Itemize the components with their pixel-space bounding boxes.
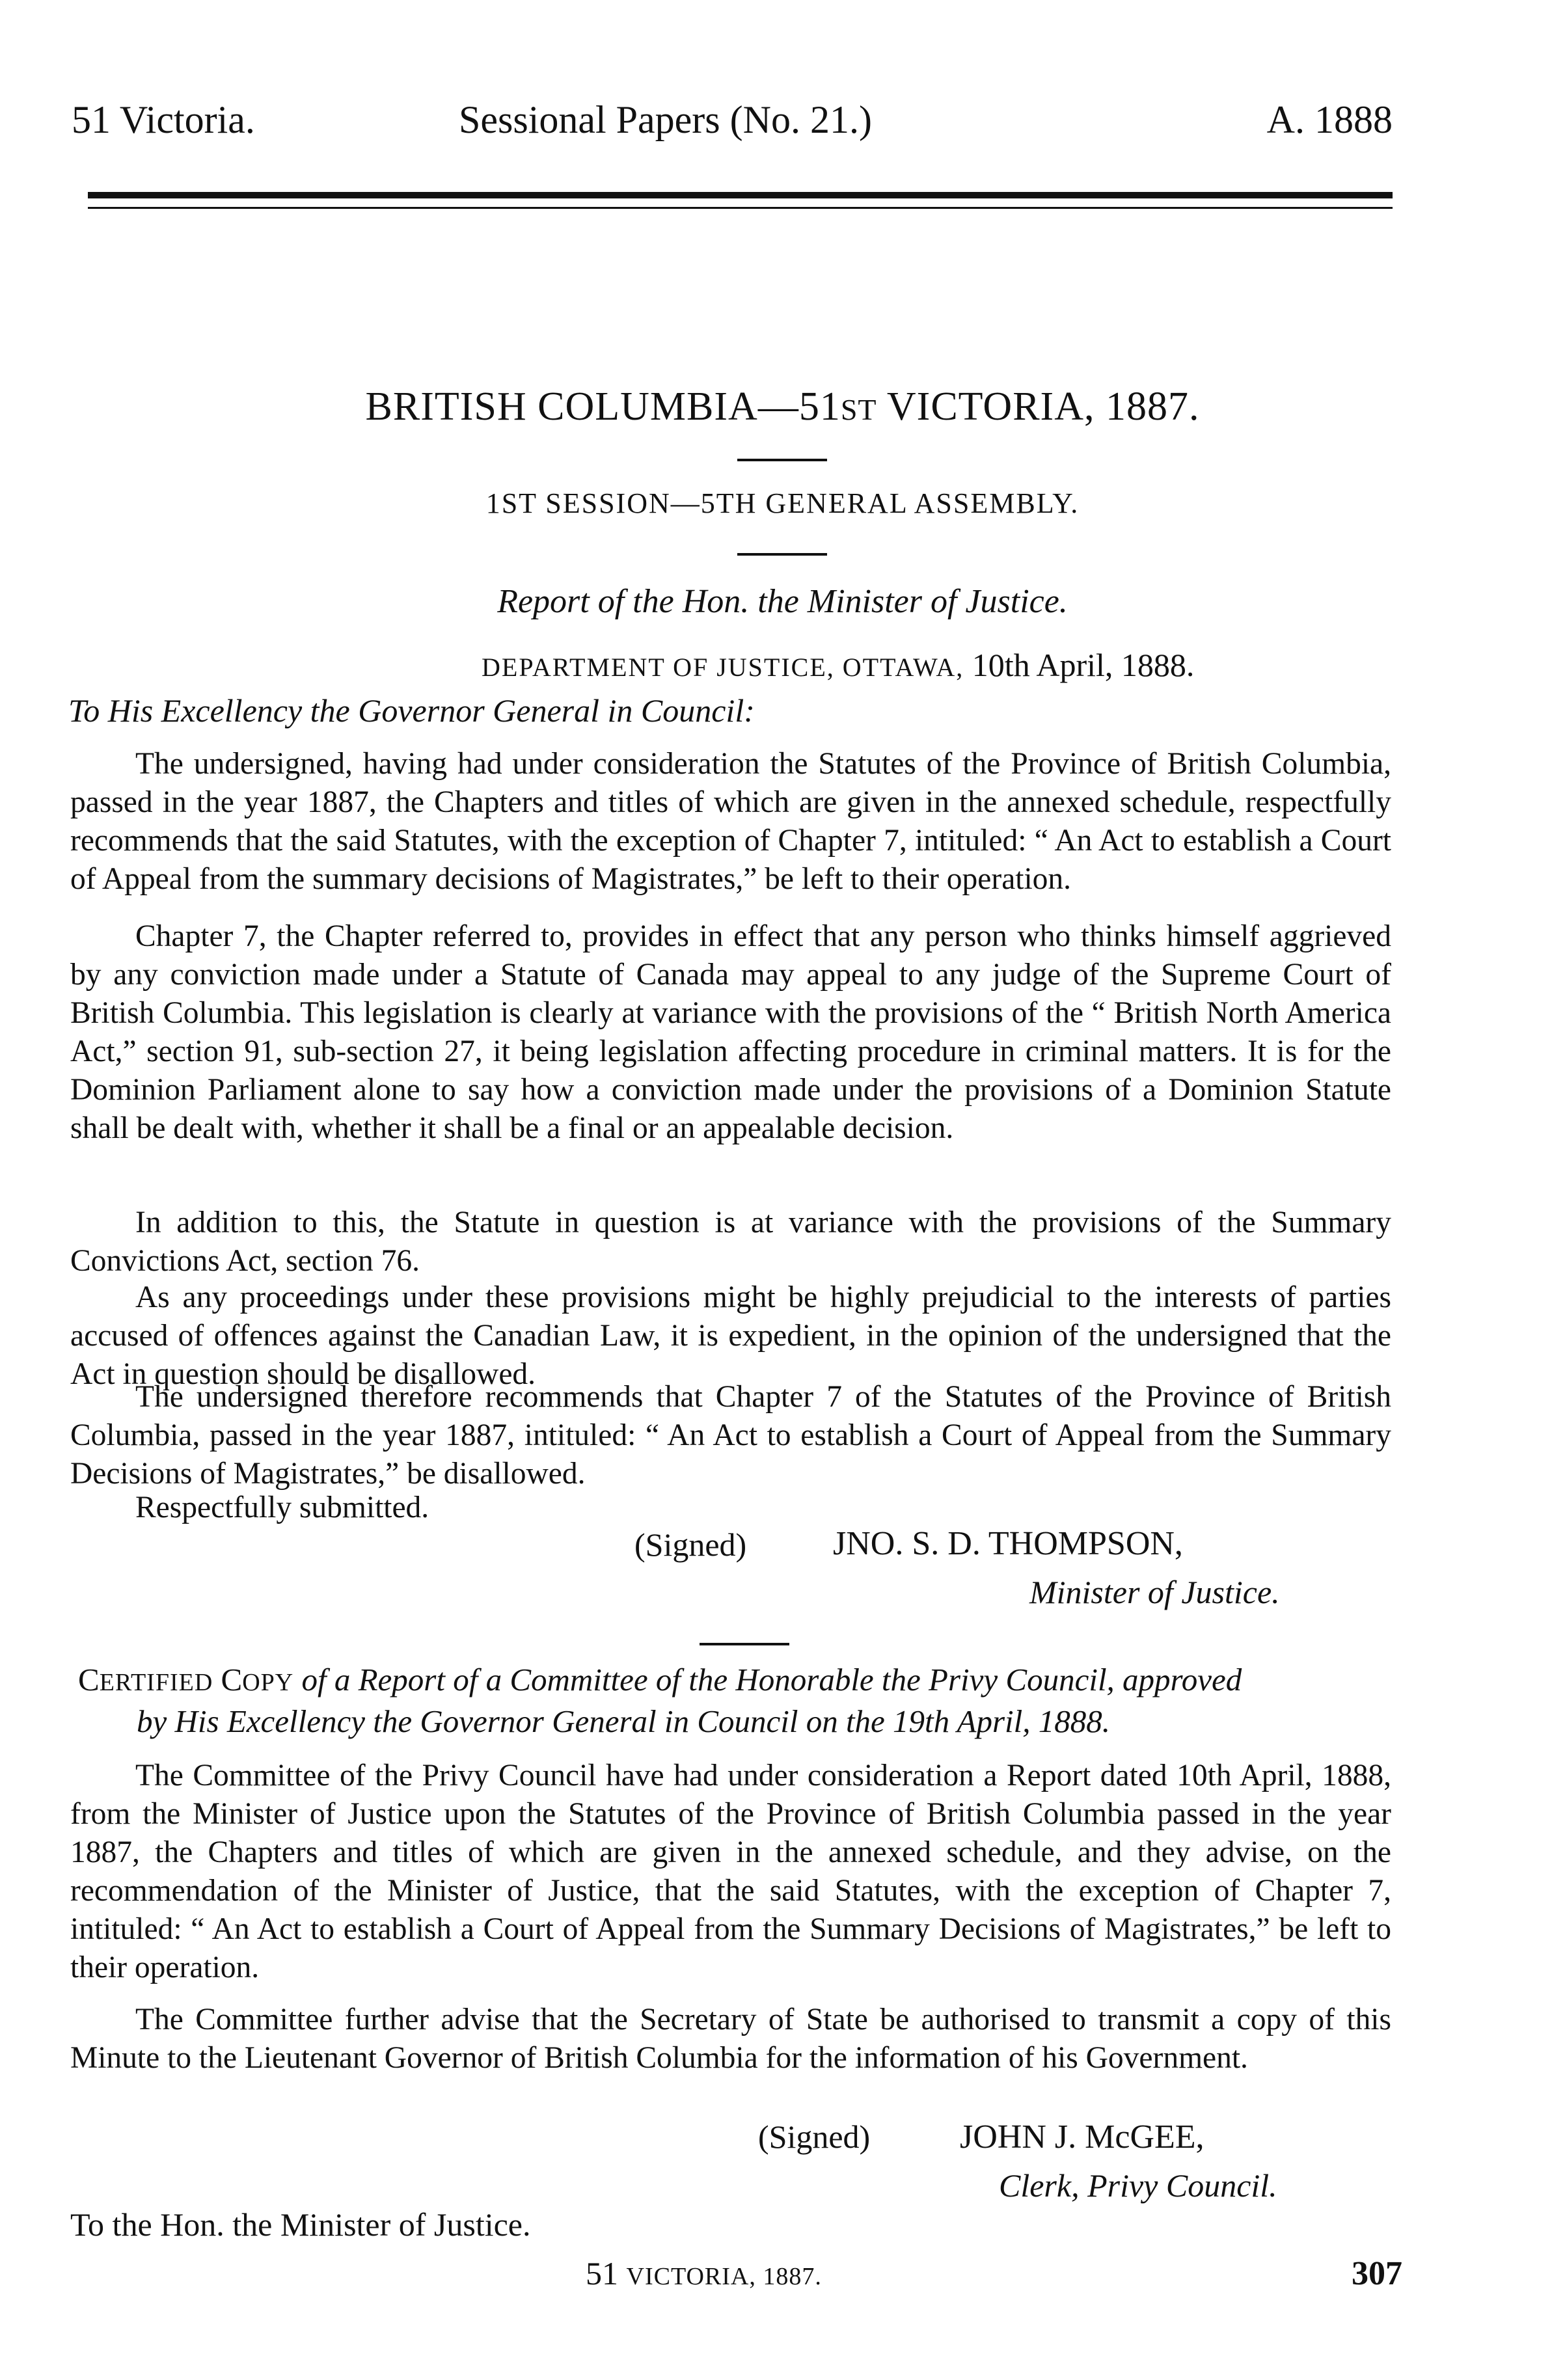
report-paragraph-2: Chapter 7, the Chapter referred to, provides in effect that any person who thinks himself aggrieved by any conviction made under a Statute of Canada may appeal to any judge of the Supreme Court of British Columbia. This legislation is clearly at variance with the provisions of the “ British North America Act,” section 91, sub-section 27, it being legislation affecting procedure in criminal matters. It is for the Dominion Parliament alone to say how a conviction made under the provisions of a Dominion Statute shall be dealt with, whether it shall be a final or an appealable decision.	[70, 919, 1391, 1145]
closing-address: To the Hon. the Minister of Justice.	[70, 2206, 531, 2243]
certified-signer-name: JOHN J. McGEE,	[960, 2118, 1204, 2156]
certified-line-1: of a Report of a Committee of the Honorable the Privy Council, approved	[293, 1662, 1242, 1697]
report-heading: Report of the Hon. the Minister of Justice.	[497, 583, 1068, 620]
respectfully-submitted: Respectfully submitted.	[135, 1491, 429, 1524]
document-title	[0, 384, 1565, 430]
report-paragraph-5: The undersigned therefore recommends that Chapter 7 of the Statutes of the Province of British Columbia, passed in the year 1887, intituled: “ An Act to establish a Court of Appeal from the Summary Decisions of Magistrates,” be disallowed.	[70, 1380, 1391, 1491]
session-divider	[737, 553, 827, 556]
certified-paragraph-1: The Committee of the Privy Council have had under consideration a Report dated 10th April, 1888, from the Minister of Justice upon the Statutes of the Province of British Columbia passed in the year 1887, the Chapters and titles of which are given in the annexed schedule, and they advise, on the recommendation of the Minister of Justice, that the said Statutes, with the exception of Chapter 7, intituled: “ An Act to establish a Court of Appeal from the Summary Decisions of Magistrates,” be left to their operation.	[70, 1759, 1391, 1984]
certified-signer-title: Clerk, Privy Council.	[999, 2167, 1277, 2204]
header-sessional-papers: Sessional Papers (No. 21.)	[459, 98, 872, 141]
footer-volume: 51 VICTORIA, 1887.	[586, 2255, 822, 2292]
signed-label: (Signed)	[634, 1526, 747, 1563]
title-ordinal: ST	[840, 393, 877, 426]
section-divider	[700, 1643, 789, 1645]
title-suffix: VICTORIA, 1887.	[877, 385, 1200, 429]
dateline-date: 10th April, 1888.	[964, 647, 1195, 683]
signer-title: Minister of Justice.	[1029, 1574, 1280, 1610]
header-rule-thin	[88, 207, 1393, 209]
dateline	[482, 646, 1194, 684]
page-number: 307	[1352, 2255, 1402, 2292]
header-volume: 51 Victoria.	[72, 98, 255, 141]
session-line: 1ST SESSION—5TH GENERAL ASSEMBLY.	[485, 487, 1080, 519]
certified-line-2: by His Excellency the Governor General in Council on the 19th April, 1888.	[137, 1703, 1111, 1739]
running-header	[72, 98, 1393, 156]
certified-signed-label: (Signed)	[758, 2118, 871, 2155]
report-paragraph-3: In addition to this, the Statute in question is at variance with the provisions of the Summary Convictions Act, section 76.	[70, 1206, 1391, 1278]
certified-lead: CERTIFIED COPY	[78, 1662, 294, 1697]
header-year: A. 1888	[1266, 98, 1393, 141]
address-line: To His Excellency the Governor General in Council:	[68, 692, 755, 729]
title-prefix: BRITISH COLUMBIA—51	[365, 385, 841, 429]
certified-paragraph-2: The Committee further advise that the Secretary of State be authorised to transmit a copy of this Minute to the Lieutenant Governor of British Columbia for the information of his Government.	[70, 2003, 1391, 2075]
dateline-place: DEPARTMENT OF JUSTICE, OTTAWA,	[482, 653, 964, 682]
header-rule-thick	[88, 192, 1393, 198]
report-paragraph-4: As any proceedings under these provisions might be highly prejudicial to the interests of parties accused of offences against the Canadian Law, it is expedient, in the opinion of the undersigned that the Act in question should be disallowed.	[70, 1280, 1391, 1391]
signer-name: JNO. S. D. THOMPSON,	[833, 1525, 1183, 1562]
title-divider	[737, 459, 827, 461]
certified-heading	[78, 1660, 1393, 1741]
report-paragraph-1: The undersigned, having had under consideration the Statutes of the Province of British Columbia, passed in the year 1887, the Chapters and titles of which are given in the annexed schedule, respectfully recommends that the said Statutes, with the exception of Chapter 7, intituled: “ An Act to establish a Court of Appeal from the summary decisions of Magistrates,” be left to their operation.	[70, 747, 1391, 896]
